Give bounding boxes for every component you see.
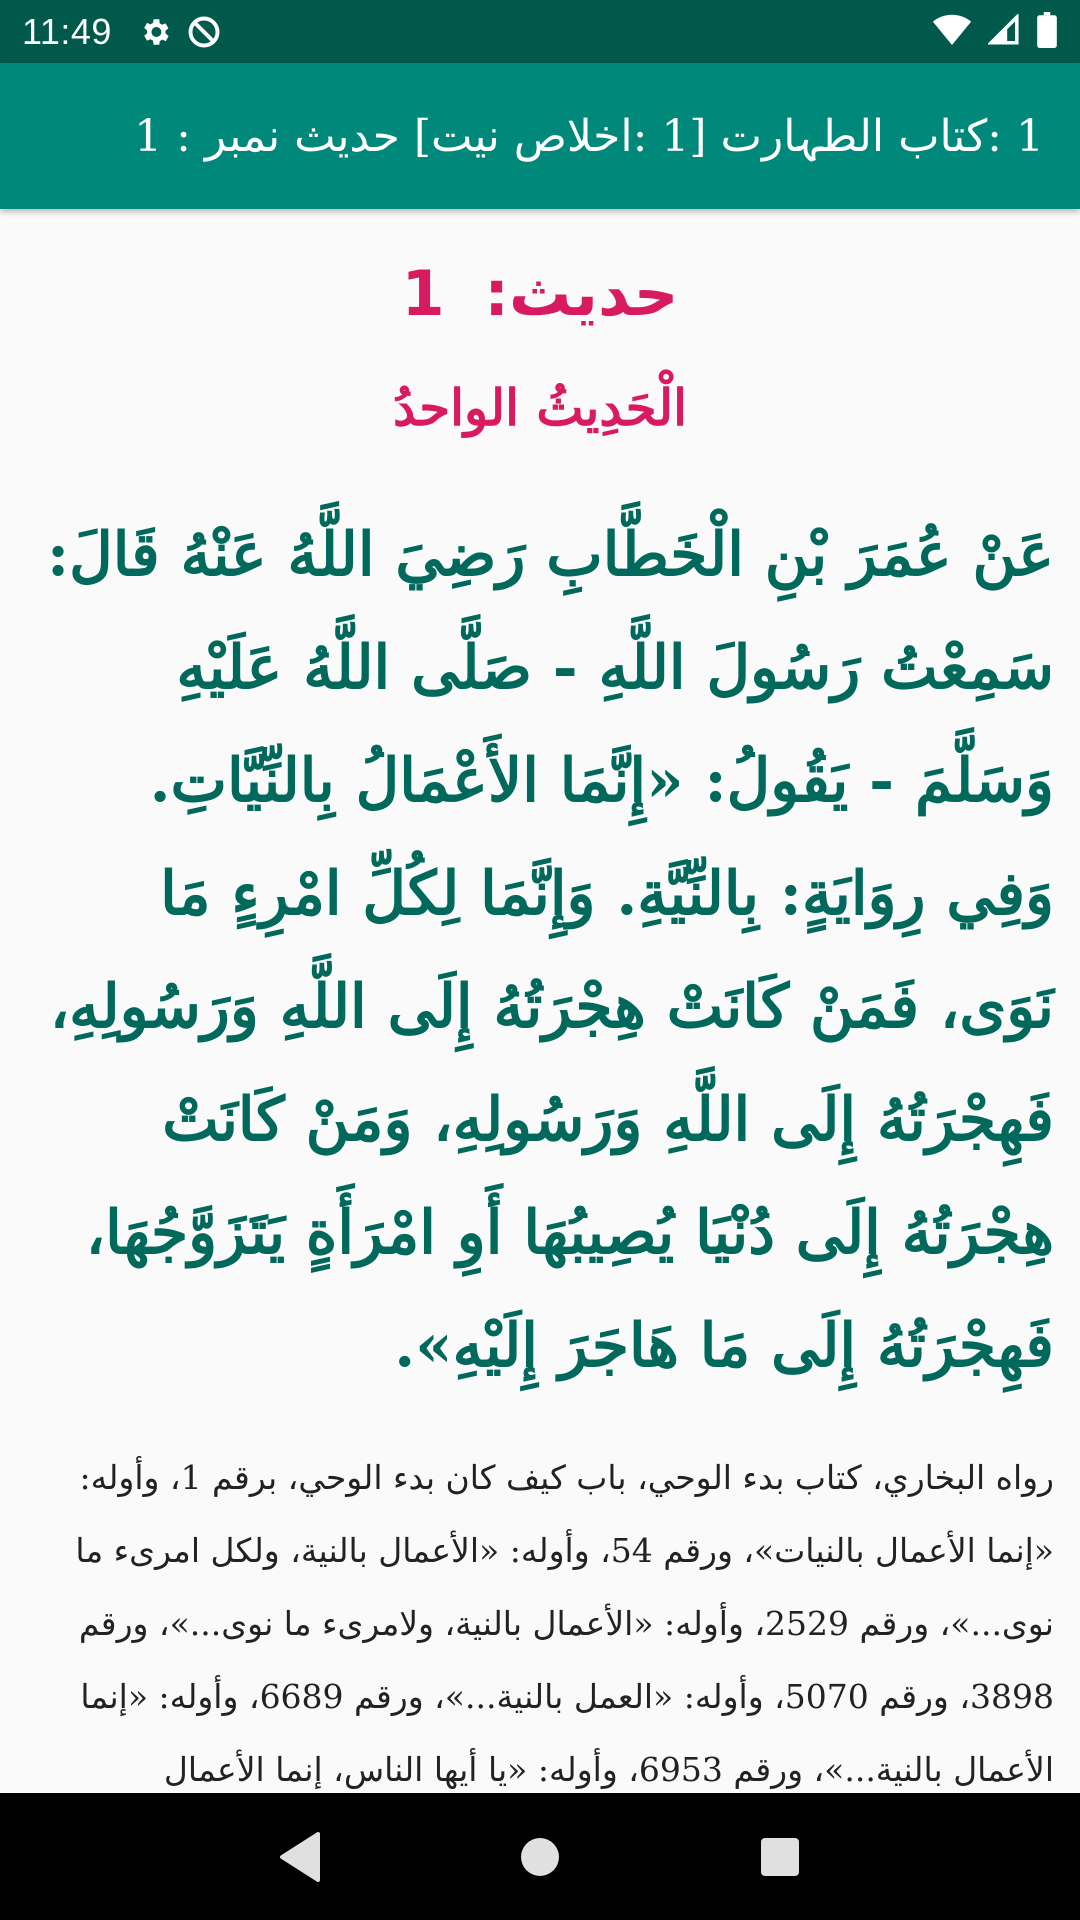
signal-icon: [988, 14, 1020, 50]
navigation-bar: [0, 1793, 1080, 1920]
back-icon: [278, 1832, 322, 1882]
toolbar: [0, 63, 1080, 209]
hadith-arabic-text: عَنْ عُمَرَ بْنِ الْخَطَّابِ رَضِيَ اللَّهُ عَنْهُ قَالَ: سَمِعْتُ رَسُولَ اللَّهِ - صَلَّى اللَّهُ عَلَيْهِ وَسَلَّمَ - يَقُولُ: «إِنَّمَا الأَعْمَالُ بِالنِّيَّاتِ. وَفِي رِوَايَةٍ: بِالنِّيَّةِ. وَإِنَّمَا لِكُلِّ امْرِءٍ مَا نَوَى، فَمَنْ كَانَتْ هِجْرَتُهُ إِلَى اللَّهِ وَرَسُولِهِ، فَهِجْرَتُهُ إِلَى اللَّهِ وَرَسُولِهِ، وَمَنْ كَانَتْ هِجْرَتُهُ إِلَى دُنْيَا يُصِيبُهَا أَوِ امْرَأَةٍ يَتَزَوَّجُهَا، فَهِجْرَتُهُ إِلَى مَا هَاجَرَ إِلَيْهِ».: [46, 520, 1054, 1381]
hadith-content[interactable]: [0, 209, 1080, 1793]
at-sign-icon: [186, 14, 222, 50]
recents-button[interactable]: [745, 1822, 815, 1892]
hadith-reference: رواه البخاري، كتاب بدء الوحي، باب كيف كان بدء الوحي، برقم 1، وأوله: «إنما الأعمال بالنيات»، ورقم 54، وأوله: «الأعمال بالنية، ولكل امرىء ما نوى...»، ورقم 2529، وأوله: «الأعمال بالنية، ولامرىء ما نوى...»، ورقم 3898، ورقم 5070، وأوله: «العمل بالنية...»، ورقم 6689، وأوله: «إنما الأعمال بالنية...»، ورقم 6953، وأوله: «يا أيها الناس، إنما الأعمال: [75, 1458, 1054, 1789]
battery-icon: [1036, 12, 1058, 52]
home-icon: [520, 1837, 560, 1877]
wifi-icon: [932, 13, 972, 51]
status-right-icons: [932, 12, 1058, 52]
hadith-label: حديث:: [484, 257, 679, 330]
status-bar: [0, 0, 1080, 63]
settings-icon: [138, 15, 172, 49]
hadith-number: 1: [401, 257, 445, 330]
hadith-number-heading: [26, 257, 1054, 330]
status-time: 11:49: [22, 10, 112, 52]
back-button[interactable]: [265, 1822, 335, 1892]
home-button[interactable]: [505, 1822, 575, 1892]
toolbar-title: 1 :کتاب الطہارت [1 :اخلاصِ نیت] حدیث نمبر : 1: [134, 110, 1044, 162]
hadith-title: الْحَدِيثُ الواحدُ: [392, 378, 688, 437]
recents-icon: [760, 1837, 800, 1877]
